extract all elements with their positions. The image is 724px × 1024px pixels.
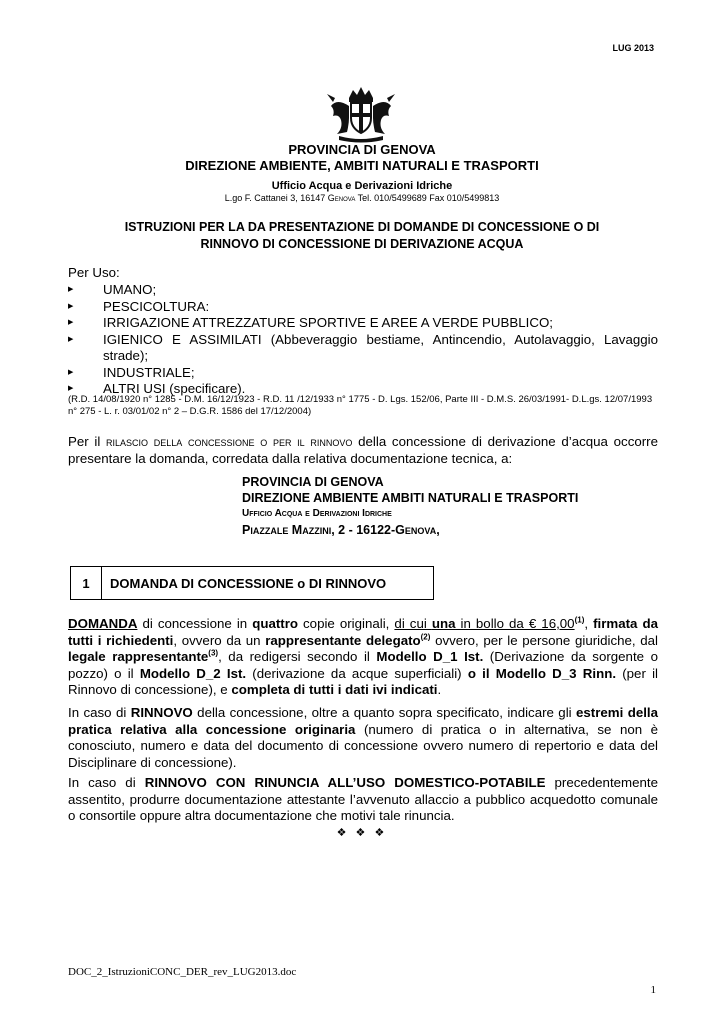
list-item: ▶ INDUSTRIALE; (68, 364, 195, 380)
document-title: ISTRUZIONI PER LA DA PRESENTAZIONE DI DOMANDE DI CONCESSIONE O DI RINNOVO DI CONCESSIONE DI DERIVAZIONE ACQUA (124, 220, 600, 251)
uses-list (68, 282, 658, 398)
org-office: Ufficio Acqua e Derivazioni Idriche (271, 180, 453, 192)
bullet-icon: ▶ (68, 368, 74, 376)
list-item: ▶ ALTRI USI (specificare). (68, 381, 246, 396)
recipient-address: PROVINCIA DI GENOVA DIREZIONE AMBIENTE AMBITI NATURALI E TRASPORTI Ufficio Acqua e Derivazioni Idriche Piazzale Mazzini, 2 - 16122-Genova, (242, 475, 579, 537)
renewal-paragraph: In caso di RINNOVO della concessione, oltre a quanto sopra specificato, indicare gli estremi della pratica relativa alla concessione originaria (numero di pratica o in alternativa, se non è conosciuto, numero e data del documento di concessione ovvero numero di repertorio e data del Disciplinare di concessione). (68, 705, 659, 770)
list-item: ▶ IGIENICO E ASSIMILATI (Abbeveraggio bestiame, Antincendio, Autolavaggio, Lavaggio strade); (68, 331, 658, 363)
org-address: L.go F. Cattanei 3, 16147 Genova Tel. 010/5499689 Fax 010/5499813 (224, 193, 500, 203)
intro-paragraph: Per il rilascio della concessione o per il rinnovo della concessione di derivazione d’acqua occorre presentare la domanda, corredata dalla relativa documentazione tecnica, a: (68, 434, 658, 466)
list-item: ▶ UMANO; (68, 282, 157, 297)
org-department: DIREZIONE AMBIENTE, AMBITI NATURALI E TRASPORTI (185, 158, 539, 173)
list-item: ▶ IRRIGAZIONE ATTREZZATURE SPORTIVE E AREE A VERDE PUBBLICO; (68, 315, 553, 330)
bullet-icon: ▶ (68, 286, 74, 293)
footer-filename: DOC_2_IstruzioniCONC_DER_rev_LUG2013.doc (68, 966, 297, 978)
request-paragraph: DOMANDA di concessione in quattro copie originali, di cui una in bollo da € 16,00$^{(1)}$, firmata da tutti i richiedenti, ovvero da un rappresentante delegato$^{(2)}$ ovvero, per le persone giuridiche, dal legale rappresentante$^{(3)}$, da redigersi secondo il Modello D_1 Ist. (Derivazione da sorgente o pozzo) o il Modello D_2 Ist. (derivazione da acque superficiali) o il Modello D_3 Rinn. (per il Rinnovo di concessione), e completa di tutti i dati ivi indicati. (68, 615, 658, 697)
coat-of-arms-logo (325, 84, 397, 144)
document-date: LUG 2013 (612, 43, 654, 53)
list-item: ▶ PESCICOLTURA: (68, 298, 210, 314)
section-header (70, 566, 434, 600)
page-number: 1 (650, 984, 656, 996)
bullet-icon: ▶ (68, 335, 74, 343)
section-title: DOMANDA DI CONCESSIONE o DI RINNOVO (110, 575, 387, 591)
bullet-icon: ▶ (68, 302, 74, 310)
renunciation-paragraph: In caso di RINNOVO CON RINUNCIA ALL’USO DOMESTICO-POTABILE precedentemente assentito, produrre documentazione attestante l’avvenuto allaccio a pubblico acquedotto comunale o consortile oppure altra documentazione che motivi tale rinuncia. (68, 775, 658, 823)
uses-heading: Per Uso: (68, 265, 120, 280)
org-name: PROVINCIA DI GENOVA (288, 142, 436, 157)
legal-references: (R.D. 14/08/1920 n° 1285 - D.M. 16/12/1923 - R.D. 11 /12/1933 n° 1775 - D. Lgs. 152/06, Parte III - D.M.S. 26/03/1991- D.L.gs. 12/07/1993 n° 275 - L. r. 03/01/02 n° 2 – D.G.R. 1586 del 17/12/2004) (68, 394, 653, 417)
separator-diamonds-icon: ❖ ❖ ❖ (336, 827, 388, 839)
bullet-icon: ▶ (68, 319, 74, 326)
bullet-icon: ▶ (68, 385, 74, 392)
section-number: 1 (71, 567, 102, 599)
